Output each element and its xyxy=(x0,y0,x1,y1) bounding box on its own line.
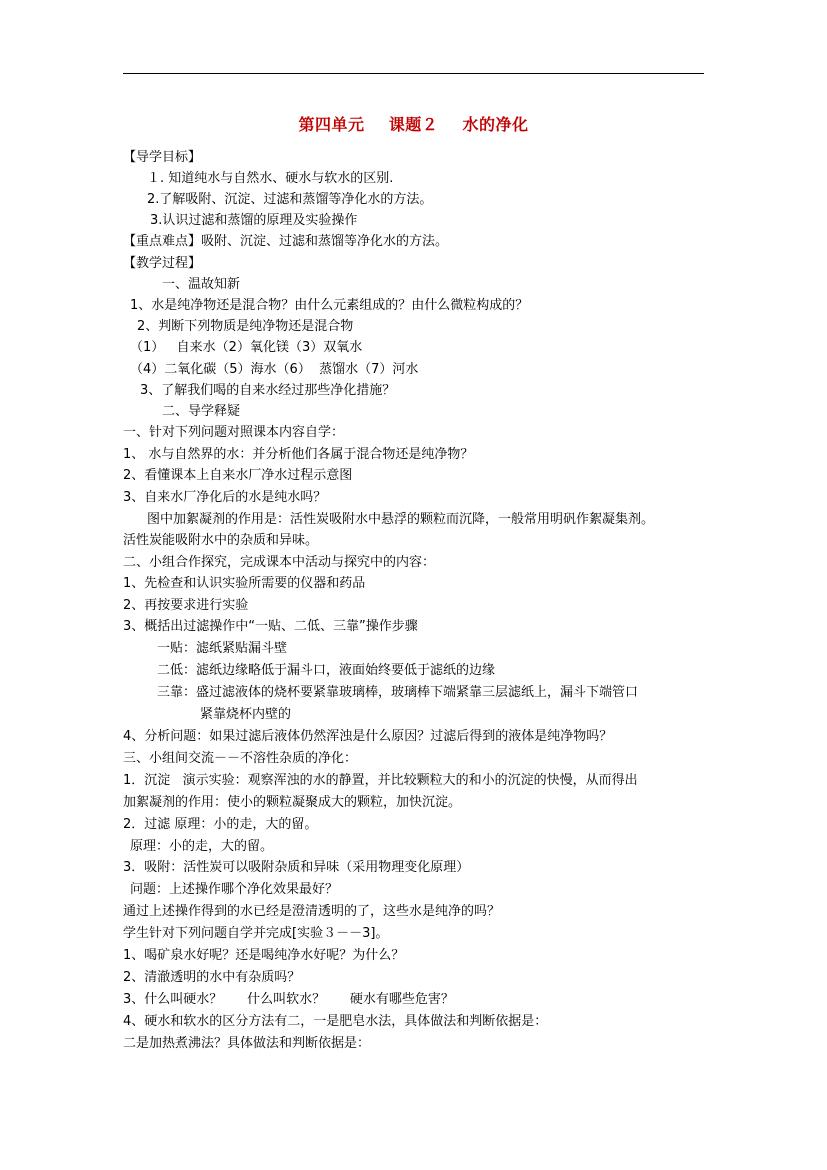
text-line: 1、先检查和认识实验所需要的仪器和药品 xyxy=(123,576,366,591)
text-line: （1） 自来水（2）氧化镁（3）双氧水 xyxy=(130,340,363,355)
objective-line: １. 知道纯水与自然水、硬水与软水的区别. xyxy=(147,171,394,186)
text-line: 3、什么叫硬水？ 什么叫软水？ 硬水有哪些危害？ xyxy=(123,992,454,1007)
header-rule xyxy=(123,73,704,74)
text-line: 4、硬水和软水的区分方法有二，一是肥皂水法，具体做法和判断依据是： xyxy=(123,1014,548,1029)
text-line: 2、判断下列物质是纯净物还是混合物 xyxy=(137,319,354,334)
text-line: 原理：小的走，大的留。 xyxy=(130,839,274,854)
text-line: 3．吸附：活性炭可以吸附杂质和异味（采用物理变化原理） xyxy=(123,860,470,875)
text-line: 紧靠烧杯内壁的 xyxy=(200,707,292,722)
text-line: 学生针对下列问题自学并完成[实验３－－3]。 xyxy=(123,926,389,941)
text-line: （4）二氧化碳（5）海水（6） 蒸馏水（7）河水 xyxy=(130,362,419,377)
section-heading-objectives: 【导学目标】 xyxy=(123,150,202,165)
text-line: 2．过滤 原理：小的走，大的留。 xyxy=(123,817,318,832)
text-line: 通过上述操作得到的水已经是澄清透明的了，这些水是纯净的吗？ xyxy=(123,904,501,919)
text-line: 2、看懂课本上自来水厂净水过程示意图 xyxy=(123,468,353,483)
text-line: 3、概括出过滤操作中“一贴、二低、三靠”操作步骤 xyxy=(123,619,418,634)
text-line: 一、针对下列问题对照课本内容自学： xyxy=(123,425,345,440)
text-line: 2、再按要求进行实验 xyxy=(123,598,249,613)
text-line: 2、清澈透明的水中有杂质吗？ xyxy=(123,970,301,985)
text-line: 二低：滤纸边缘略低于漏斗口，液面始终要低于滤纸的边缘 xyxy=(157,663,496,678)
document-title: 第四单元 课题２ 水的净化 xyxy=(298,115,529,134)
text-line: 1、喝矿泉水好呢？还是喝纯净水好呢？为什么？ xyxy=(123,948,405,963)
objective-line: 3.认识过滤和蒸馏的原理及实验操作 xyxy=(150,213,358,228)
text-line: 1．沉淀 演示实验：观察浑浊的水的静置，并比较颗粒大的和小的沉淀的快慢，从而得出 xyxy=(123,773,638,788)
objective-line: 2.了解吸附、沉淀、过滤和蒸馏等净化水的方法。 xyxy=(147,192,433,207)
subsection-heading: 一、温故知新 xyxy=(162,277,241,292)
text-line: 1、水是纯净物还是混合物？由什么元素组成的？由什么微粒构成的？ xyxy=(130,298,529,313)
text-line: 一贴：滤纸紧贴漏斗壁 xyxy=(157,641,288,656)
text-line: 图中加絮凝剂的作用是：活性炭吸附水中悬浮的颗粒而沉降，一般常用明矾作絮凝集剂。 xyxy=(147,512,655,527)
text-line: 3、自来水厂净化后的水是纯水吗？ xyxy=(123,490,327,505)
subsection-heading: 二、导学释疑 xyxy=(162,404,241,419)
text-line: 三靠：盛过滤液体的烧杯要紧靠玻璃棒，玻璃棒下端紧靠三层滤纸上，漏斗下端管口 xyxy=(157,685,639,700)
text-line: 4、分析问题：如果过滤后液体仍然浑浊是什么原因？过滤后得到的液体是纯净物吗？ xyxy=(123,729,613,744)
text-line: 3、了解我们喝的自来水经过那些净化措施？ xyxy=(140,383,396,398)
text-line: 问题：上述操作哪个净化效果最好？ xyxy=(130,882,339,897)
key-points-line: 【重点难点】吸附、沉淀、过滤和蒸馏等净化水的方法。 xyxy=(123,234,449,249)
text-line: 1、 水与自然界的水：并分析他们各属于混合物还是纯净物？ xyxy=(123,447,474,462)
text-line: 活性炭能吸附水中的杂质和异味。 xyxy=(123,533,319,548)
section-heading-process: 【教学过程】 xyxy=(123,256,202,271)
text-line: 二是加热煮沸法？具体做法和判断依据是： xyxy=(123,1036,371,1051)
text-line: 二、小组合作探究，完成课本中活动与探究中的内容： xyxy=(123,555,436,570)
text-line: 三、小组间交流－－不溶性杂质的净化： xyxy=(123,751,358,766)
text-line: 加絮凝剂的作用：使小的颗粒凝聚成大的颗粒，加快沉淀。 xyxy=(123,795,462,810)
